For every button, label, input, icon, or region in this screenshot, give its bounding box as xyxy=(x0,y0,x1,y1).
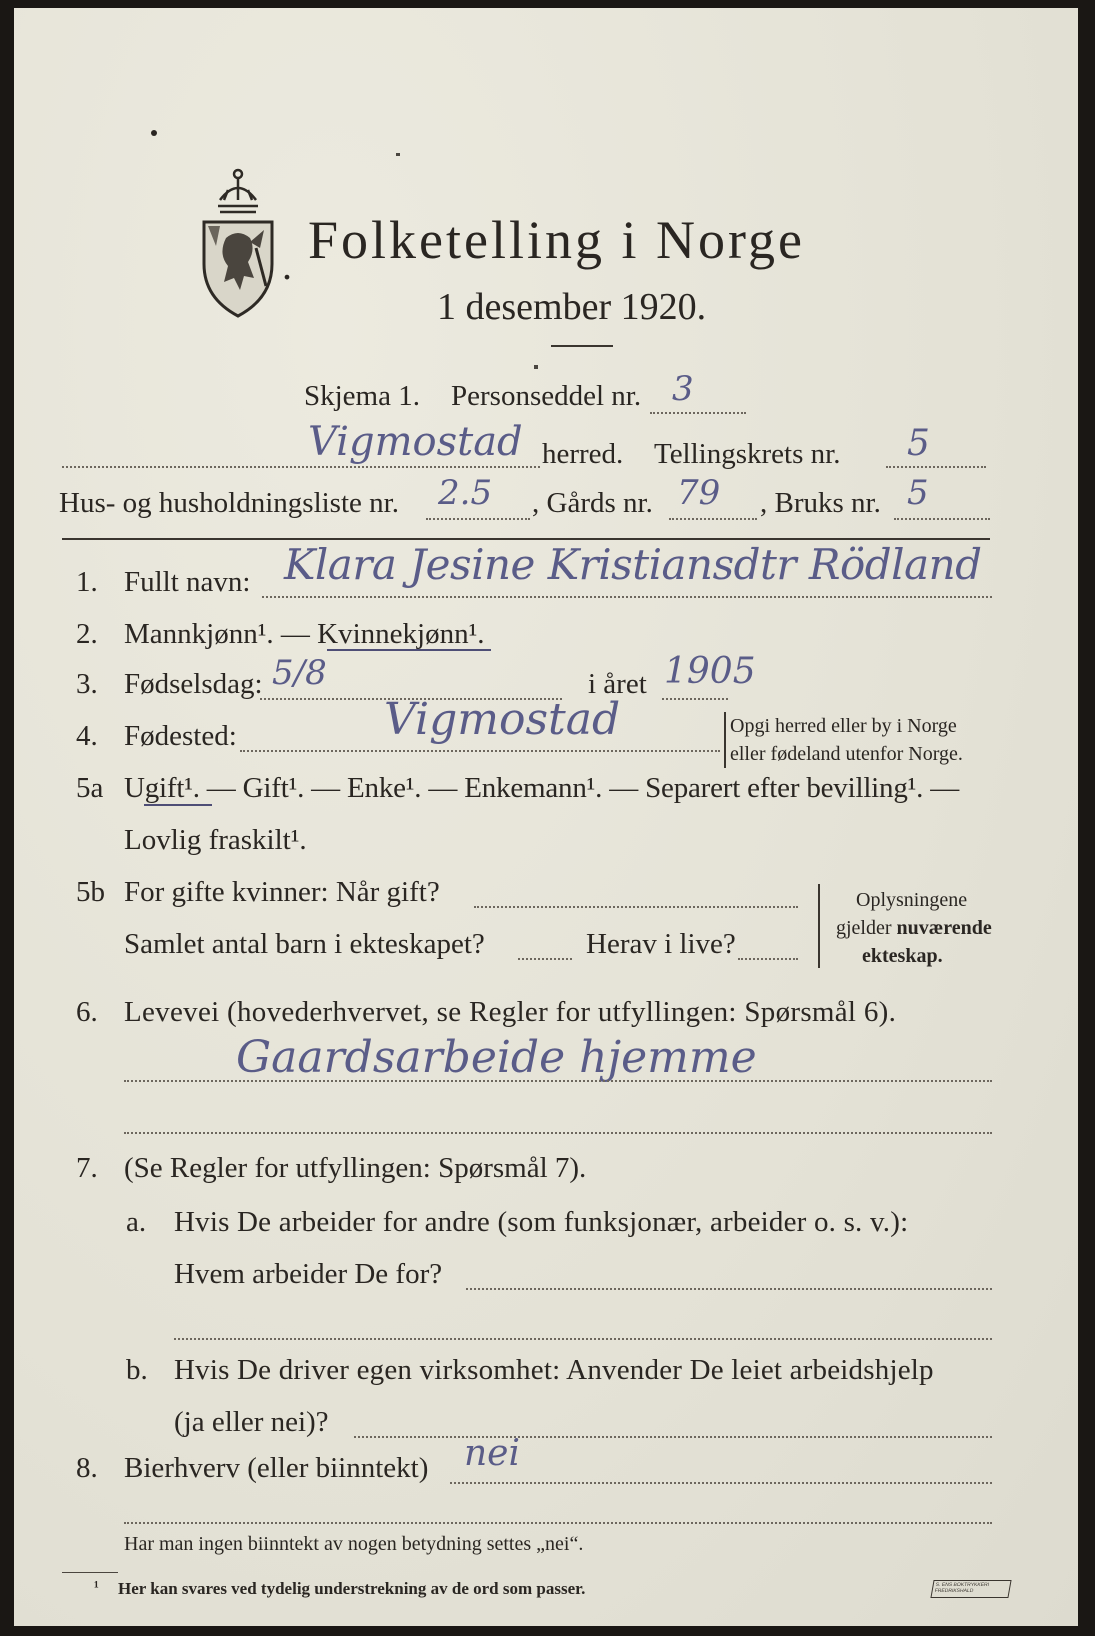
q1-full-name-value: Klara Jesine Kristiansdtr Rödland xyxy=(284,540,982,589)
q5b-line1: For gifte kvinner: Når gift? xyxy=(124,876,440,908)
title-separator xyxy=(551,345,613,347)
q8-field-line1 xyxy=(450,1482,992,1484)
gards-label: , Gårds nr. xyxy=(532,487,653,519)
q4-note-bracket xyxy=(724,712,726,768)
q8-number: 8. xyxy=(76,1452,98,1484)
q7-number: 7. xyxy=(76,1152,98,1184)
title-comma: . xyxy=(282,243,292,288)
q3-birthday-value: 5/8 xyxy=(272,653,327,693)
q5b-note-bracket xyxy=(818,884,820,968)
herred-value: Vigmostad xyxy=(308,419,523,465)
q5b-note-line1: Oplysningene xyxy=(856,889,968,911)
q4-note-line1: Opgi herred eller by i Norge xyxy=(730,715,957,737)
q5a-number: 5a xyxy=(76,772,104,804)
q7b-letter: b. xyxy=(126,1354,148,1386)
bruks-field-line xyxy=(894,518,990,520)
q2-number: 2. xyxy=(76,618,98,650)
q5a-line2: Lovlig fraskilt¹. xyxy=(124,824,307,856)
ink-speck xyxy=(396,153,400,156)
q6-field-line1 xyxy=(124,1080,992,1082)
q5b-line2a: Samlet antal barn i ekteskapet? xyxy=(124,928,485,960)
q1-field-line xyxy=(262,596,992,598)
printer-stamp xyxy=(930,1580,1011,1598)
q4-note-line2: eller fødeland utenfor Norge. xyxy=(730,743,963,765)
tellingskrets-field-line xyxy=(886,466,986,468)
q5b-alive-field-line xyxy=(738,958,798,960)
q5b-children-field-line xyxy=(518,958,572,960)
q5b-note-line3: ekteskap. xyxy=(862,945,943,967)
q5b-note-line2 xyxy=(836,918,992,938)
q7a-line1: Hvis De arbeider for andre (som funksjonær, arbeider o. s. v.): xyxy=(174,1206,909,1238)
personseddel-label: Personseddel nr. xyxy=(451,380,642,412)
page-title: Folketelling i Norge xyxy=(308,210,805,270)
footnote-mark: ¹ xyxy=(94,1579,99,1596)
q8-field-line2 xyxy=(124,1522,992,1524)
ink-speck xyxy=(534,365,538,369)
q8-label: Bierhverv (eller biinntekt) xyxy=(124,1452,429,1484)
gards-field-line xyxy=(669,518,757,520)
q5b-note-line2a: gjelder xyxy=(836,917,897,939)
census-date: 1 desember 1920. xyxy=(437,286,707,328)
q6-label: Levevei (hovederhvervet, se Regler for utfyllingen: Spørsmål 6). xyxy=(124,996,897,1028)
tellingskrets-value: 5 xyxy=(907,423,930,464)
footer-note: Har man ingen biinntekt av nogen betydning settes „nei“. xyxy=(124,1533,584,1555)
ink-dot xyxy=(151,130,157,136)
q3-year-field-line xyxy=(662,698,728,700)
q7a-field-line1 xyxy=(466,1288,992,1290)
q5b-line2b: Herav i live? xyxy=(586,928,736,960)
q7a-field-line2 xyxy=(174,1338,992,1340)
q8-side-income-value: nei xyxy=(464,1433,521,1474)
q1-label: Fullt navn: xyxy=(124,566,251,598)
q2-kvinnekjonn-underline xyxy=(327,649,491,651)
husliste-label: Hus- og husholdningsliste nr. xyxy=(59,487,399,519)
husliste-field-line xyxy=(426,518,530,520)
q7b-line2: (ja eller nei)? xyxy=(174,1406,329,1438)
tellingskrets-label: Tellingskrets nr. xyxy=(654,438,841,470)
q7a-line2: Hvem arbeider De for? xyxy=(174,1258,443,1290)
q7b-field-line xyxy=(354,1436,992,1438)
footnote-text: Her kan svares ved tydelig understrekning av de ord som passer. xyxy=(118,1579,586,1598)
schema-label: Skjema 1. xyxy=(304,380,420,412)
herred-label: herred. xyxy=(542,438,624,470)
q5b-married-field-line xyxy=(474,906,798,908)
q5b-number: 5b xyxy=(76,876,105,908)
norwegian-coat-of-arms-icon xyxy=(190,166,286,322)
herred-field-line xyxy=(62,466,540,468)
q3-number: 3. xyxy=(76,668,98,700)
q3-label: Fødselsdag: xyxy=(124,668,263,700)
footnote-separator xyxy=(62,1572,118,1573)
husliste-value: 2.5 xyxy=(438,473,493,513)
q1-number: 1. xyxy=(76,566,98,598)
q5a-line1: Ugift¹. — Gift¹. — Enke¹. — Enkemann¹. — Separert efter bevilling¹. — xyxy=(124,772,960,804)
printer-stamp-text: S. ENS BOKTRYKKERI FREDRIKSHALD xyxy=(934,1582,990,1594)
q6-number: 6. xyxy=(76,996,98,1028)
bruks-value: 5 xyxy=(907,473,929,513)
q6-field-line2 xyxy=(124,1132,992,1134)
q4-label: Fødested: xyxy=(124,720,237,752)
q4-number: 4. xyxy=(76,720,98,752)
q4-field-line xyxy=(240,750,720,752)
q5b-note-line2b: nuværende xyxy=(896,917,992,939)
q3-birth-year-value: 1905 xyxy=(664,651,756,692)
bruks-label: , Bruks nr. xyxy=(760,487,881,519)
gards-value: 79 xyxy=(677,473,721,513)
census-form-sheet xyxy=(14,8,1078,1626)
q5a-ugift-underline xyxy=(144,804,212,806)
q7-label: (Se Regler for utfyllingen: Spørsmål 7). xyxy=(124,1152,587,1184)
q2-label: Mannkjønn¹. — Kvinnekjønn¹. xyxy=(124,618,485,650)
q3-year-label: i året xyxy=(588,668,647,700)
personseddel-value: 3 xyxy=(672,369,694,409)
q4-birthplace-value: Vigmostad xyxy=(384,694,621,745)
q7a-letter: a. xyxy=(126,1206,147,1238)
q6-occupation-value: Gaardsarbeide hjemme xyxy=(236,1032,757,1083)
q7b-line1: Hvis De driver egen virksomhet: Anvender De leiet arbeidshjelp xyxy=(174,1354,934,1386)
personseddel-field-line xyxy=(650,412,746,414)
